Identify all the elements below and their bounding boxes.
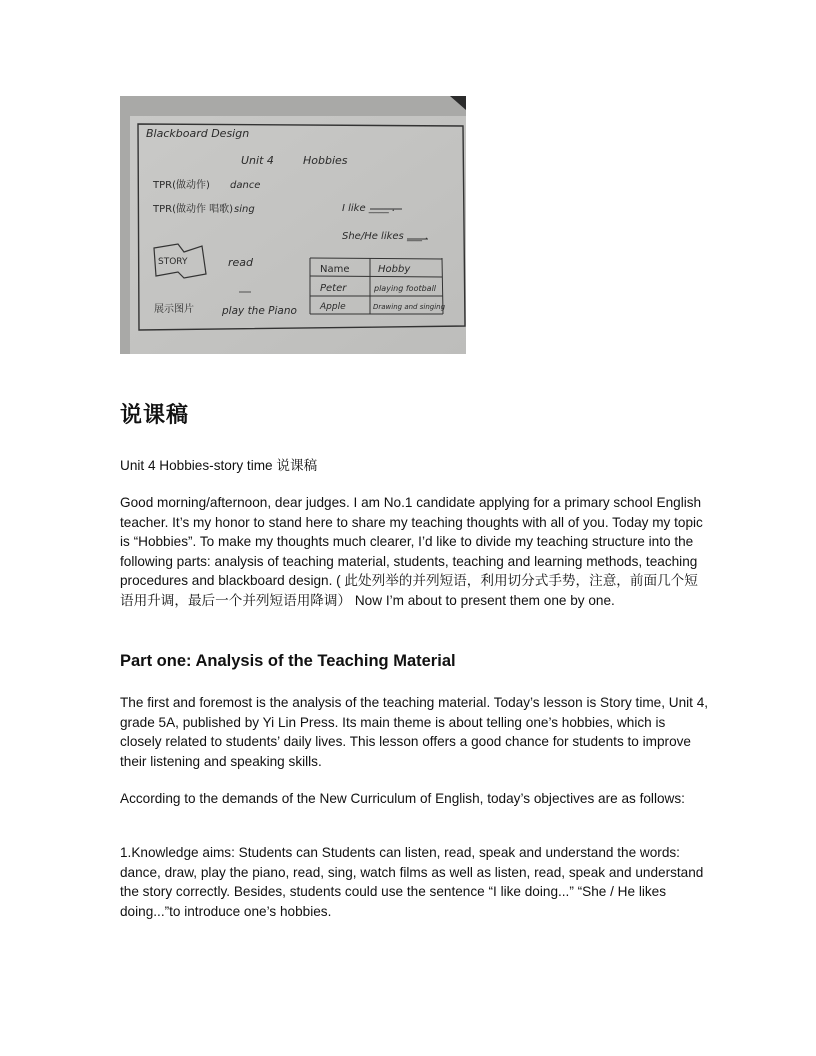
objectives-intro-paragraph: According to the demands of the New Curriculum of English, today’s objectives are as follows: [120,791,685,806]
board-unit: Unit 4 [241,154,274,167]
board-tpr-1: TPR(做动作) [153,180,210,191]
board-word-sing: sing [234,204,255,215]
board-table-header-name: Name [320,264,350,275]
board-table-hobby-peter: playing football [374,284,437,293]
board-title: Blackboard Design [146,127,250,140]
board-sentence-she-likes: She/He likes ___ . [342,231,429,242]
blackboard-sketch [120,96,466,354]
page-title: 说课稿 [120,403,190,428]
board-story-book: STORY [158,257,188,267]
board-show-pictures: 展示图片 [154,304,194,315]
board-table-header-hobby: Hobby [378,264,411,275]
board-tpr-2: TPR(做动作 唱歌) [153,204,234,215]
board-table-hobby-apple: Drawing and singing [373,303,446,311]
intro-paragraph: Good morning/afternoon, dear judges. I am No.1 candidate applying for a primary school English teacher. It’s my honor to stand here to share my teaching thoughts with all of you. Today my topic is “Hobbies”. To make my thoughts much clearer, I’d like to divide my teaching structure into the following parts: analysis of teaching material, students, teaching and learning methods, teaching procedures and blackboard design. ( 此处列举的并列短语，利用切分式手势，注意，前面几个短语用升调，最后一个并列短语用降调） Now I’m about to present them one by one. [120,495,703,608]
subtitle: Unit 4 Hobbies-story time 说课稿 [120,458,318,473]
board-word-read: read [228,256,254,269]
knowledge-aims-paragraph: 1.Knowledge aims: Students can Students can listen, read, speak and understand the words: dance, draw, play the piano, read, sing, watch films as well as listen, read, speak and understand the story correctly. Besides, students could use the sentence “I like doing...” “She / He likes doing...”to introduce one’s hobbies. [120,845,704,919]
teaching-material-paragraph: The first and foremost is the analysis of the teaching material. Today’s lesson is Story time, Unit 4, grade 5A, published by Yi Lin Press. Its main theme is about telling one’s hobbies, which is closely related to students’ daily lives. This lesson offers a good chance for students to improve their listening and speaking skills. [120,695,709,769]
board-word-dance: dance [230,180,261,191]
blackboard-design-photo [120,96,466,354]
board-word-piano: play the Piano [222,305,297,317]
board-table-name-peter: Peter [320,283,347,294]
board-sentence-i-like: I like ____ . [342,203,396,214]
board-topic: Hobbies [303,154,348,167]
section-heading-part-one: Part one: Analysis of the Teaching Material [120,652,456,670]
board-table-name-apple: Apple [320,302,346,312]
